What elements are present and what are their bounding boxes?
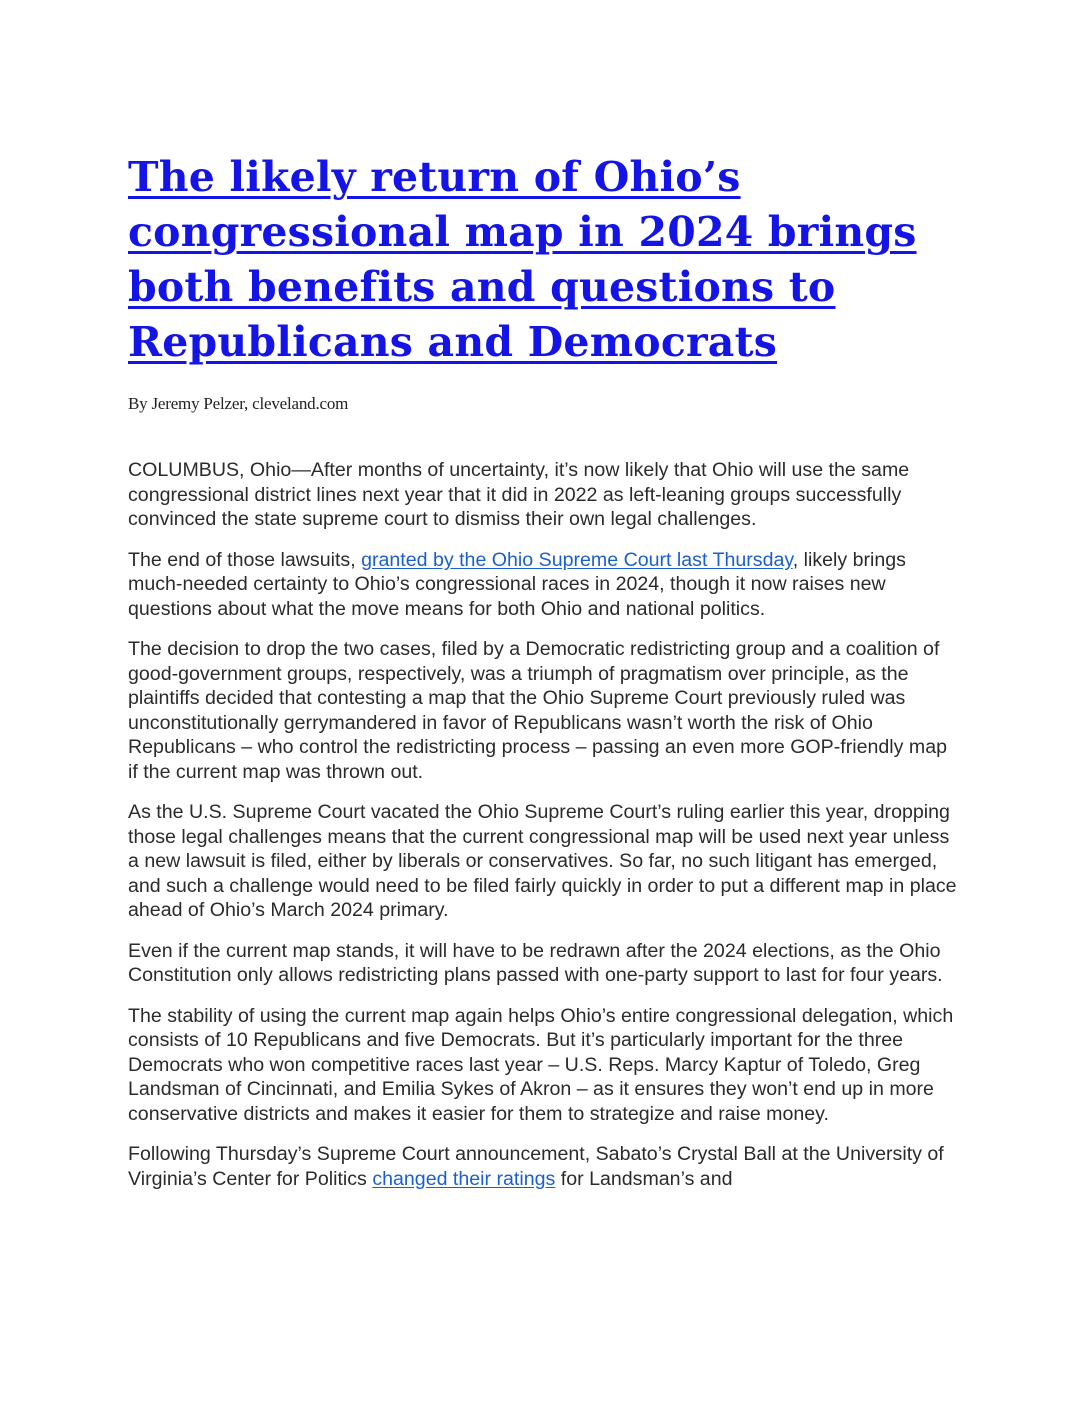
paragraph-2 xyxy=(128,548,958,622)
paragraph-7-text-end: for Landsman’s and xyxy=(555,1167,733,1190)
paragraph-7-text-start: Following Thursday’s Supreme Court announcement, Sabato’s Crystal Ball at the University of Virginia’s Center for Politics xyxy=(128,1143,944,1190)
byline: By Jeremy Pelzer, cleveland.com xyxy=(128,394,349,413)
paragraph-1: COLUMBUS, Ohio—After months of uncertainty, it’s now likely that Ohio will use the same congressional district lines next year that it did in 2022 as left-leaning groups successfully convinced the state supreme court to dismiss their own legal challenges. xyxy=(128,459,910,530)
article xyxy=(128,150,958,1207)
paragraph-2-text-start: The end of those lawsuits, xyxy=(128,548,362,571)
article-body xyxy=(128,458,958,1191)
supreme-court-ruling-link[interactable]: granted by the Ohio Supreme Court last Thursday xyxy=(361,548,793,571)
paragraph-2-text-end: , likely brings much-needed certainty to Ohio’s congressional races in 2024, though it now raises new questions about what the move means for both Ohio and national politics. xyxy=(128,548,906,620)
paragraph-7 xyxy=(128,1142,958,1191)
paragraph-4: As the U.S. Supreme Court vacated the Ohio Supreme Court’s ruling earlier this year, dropping those legal challenges means that the current congressional map will be used next year unless a new lawsuit is filed, either by liberals or conservatives. So far, no such litigant has emerged, and such a challenge would need to be filed fairly quickly in order to put a different map in place ahead of Ohio’s March 2024 primary. xyxy=(128,801,957,921)
article-title xyxy=(128,150,958,370)
paragraph-5: Even if the current map stands, it will have to be redrawn after the 2024 elections, as the Ohio Constitution only allows redistricting plans passed with one-party support to last for four years. xyxy=(128,939,943,986)
changed-ratings-link[interactable]: changed their ratings xyxy=(372,1167,556,1190)
article-title-link[interactable]: The likely return of Ohio’s congressional map in 2024 brings both benefits and questions to Republicans and Democrats xyxy=(128,153,917,366)
paragraph-6: The stability of using the current map again helps Ohio’s entire congressional delegation, which consists of 10 Republicans and five Democrats. But it’s particularly important for the three Democrats who won competitive races last year – U.S. Reps. Marcy Kaptur of Toledo, Greg Landsman of Cincinnati, and Emilia Sykes of Akron – as it ensures they won’t end up in more conservative districts and makes it easier for them to strategize and raise money. xyxy=(128,1004,954,1125)
paragraph-3: The decision to drop the two cases, filed by a Democratic redistricting group and a coalition of good-government groups, respectively, was a triumph of pragmatism over principle, as the plaintiffs decided that contesting a map that the Ohio Supreme Court previously ruled was unconstitutionally gerrymandered in favor of Republicans wasn’t worth the risk of Ohio Republicans – who control the redistricting process – passing an even more GOP-friendly map if the current map was thrown out. xyxy=(128,638,947,783)
